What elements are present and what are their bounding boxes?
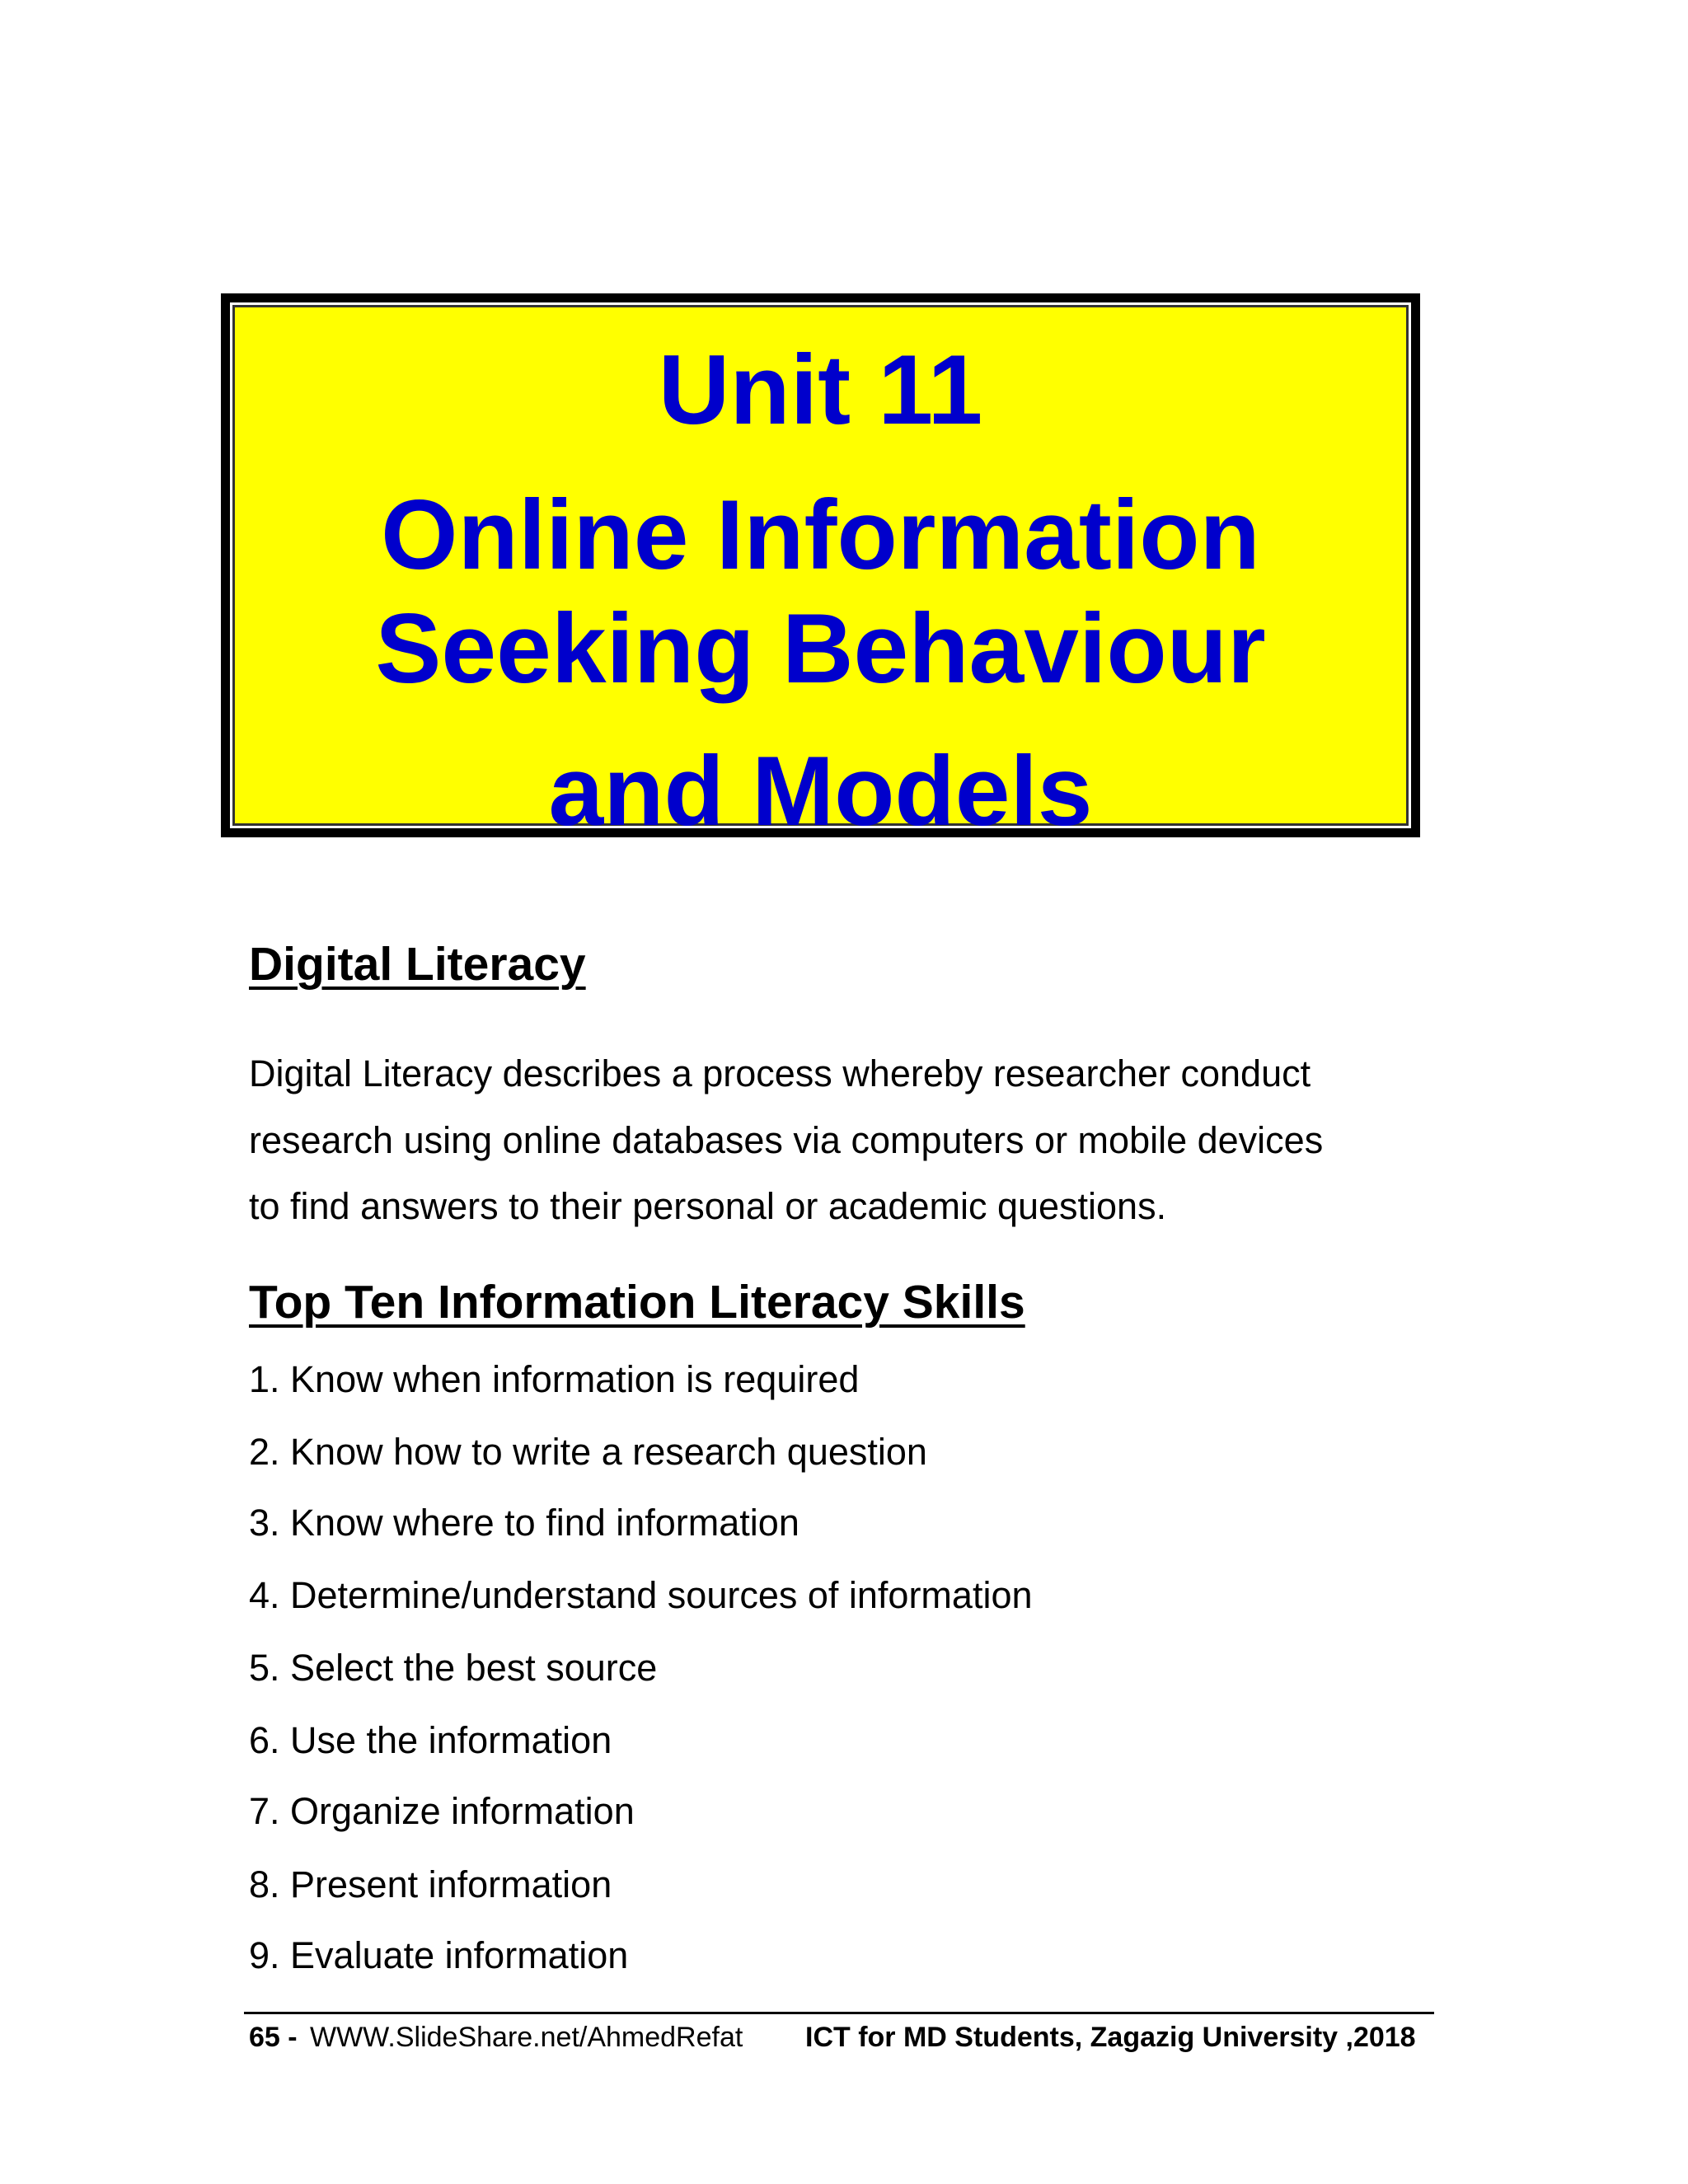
footer-divider [244,2012,1434,2014]
list-item: 6. Use the information [249,1719,612,1761]
unit-title-line-1: Online Information [381,480,1260,590]
list-item: 8. Present information [249,1863,612,1905]
heading-digital-literacy: Digital Literacy [249,938,586,991]
list-item: 2. Know how to write a research question [249,1431,927,1473]
paragraph-line: to find answers to their personal or academic questions. [249,1185,1167,1227]
list-item: 4. Determine/understand sources of information [249,1574,1033,1616]
paragraph-line: Digital Literacy describes a process whereby researcher conduct [249,1052,1311,1094]
footer-website: WWW.SlideShare.net/AhmedRefat [310,2022,743,2053]
unit-title-line-3: and Models [548,736,1093,846]
title-box-fill [232,305,1409,846]
list-item: 3. Know where to find information [249,1502,799,1544]
list-item: 5. Select the best source [249,1647,658,1689]
footer-course: ICT for MD Students, Zagazig University ,2018 [805,2022,1416,2053]
paragraph-line: research using online databases via computers or mobile devices [249,1119,1324,1161]
page-number: 65 - [249,2022,298,2053]
list-item: 1. Know when information is required [249,1358,860,1400]
list-item: 7. Organize information [249,1790,635,1832]
heading-top-ten-skills: Top Ten Information Literacy Skills [249,1276,1025,1329]
title-box-inner-border [230,302,1411,846]
unit-number: Unit 11 [658,335,983,445]
list-item: 9. Evaluate information [249,1934,629,1976]
unit-title-line-2: Seeking Behaviour [375,593,1266,704]
unit-title-box [221,293,1420,846]
